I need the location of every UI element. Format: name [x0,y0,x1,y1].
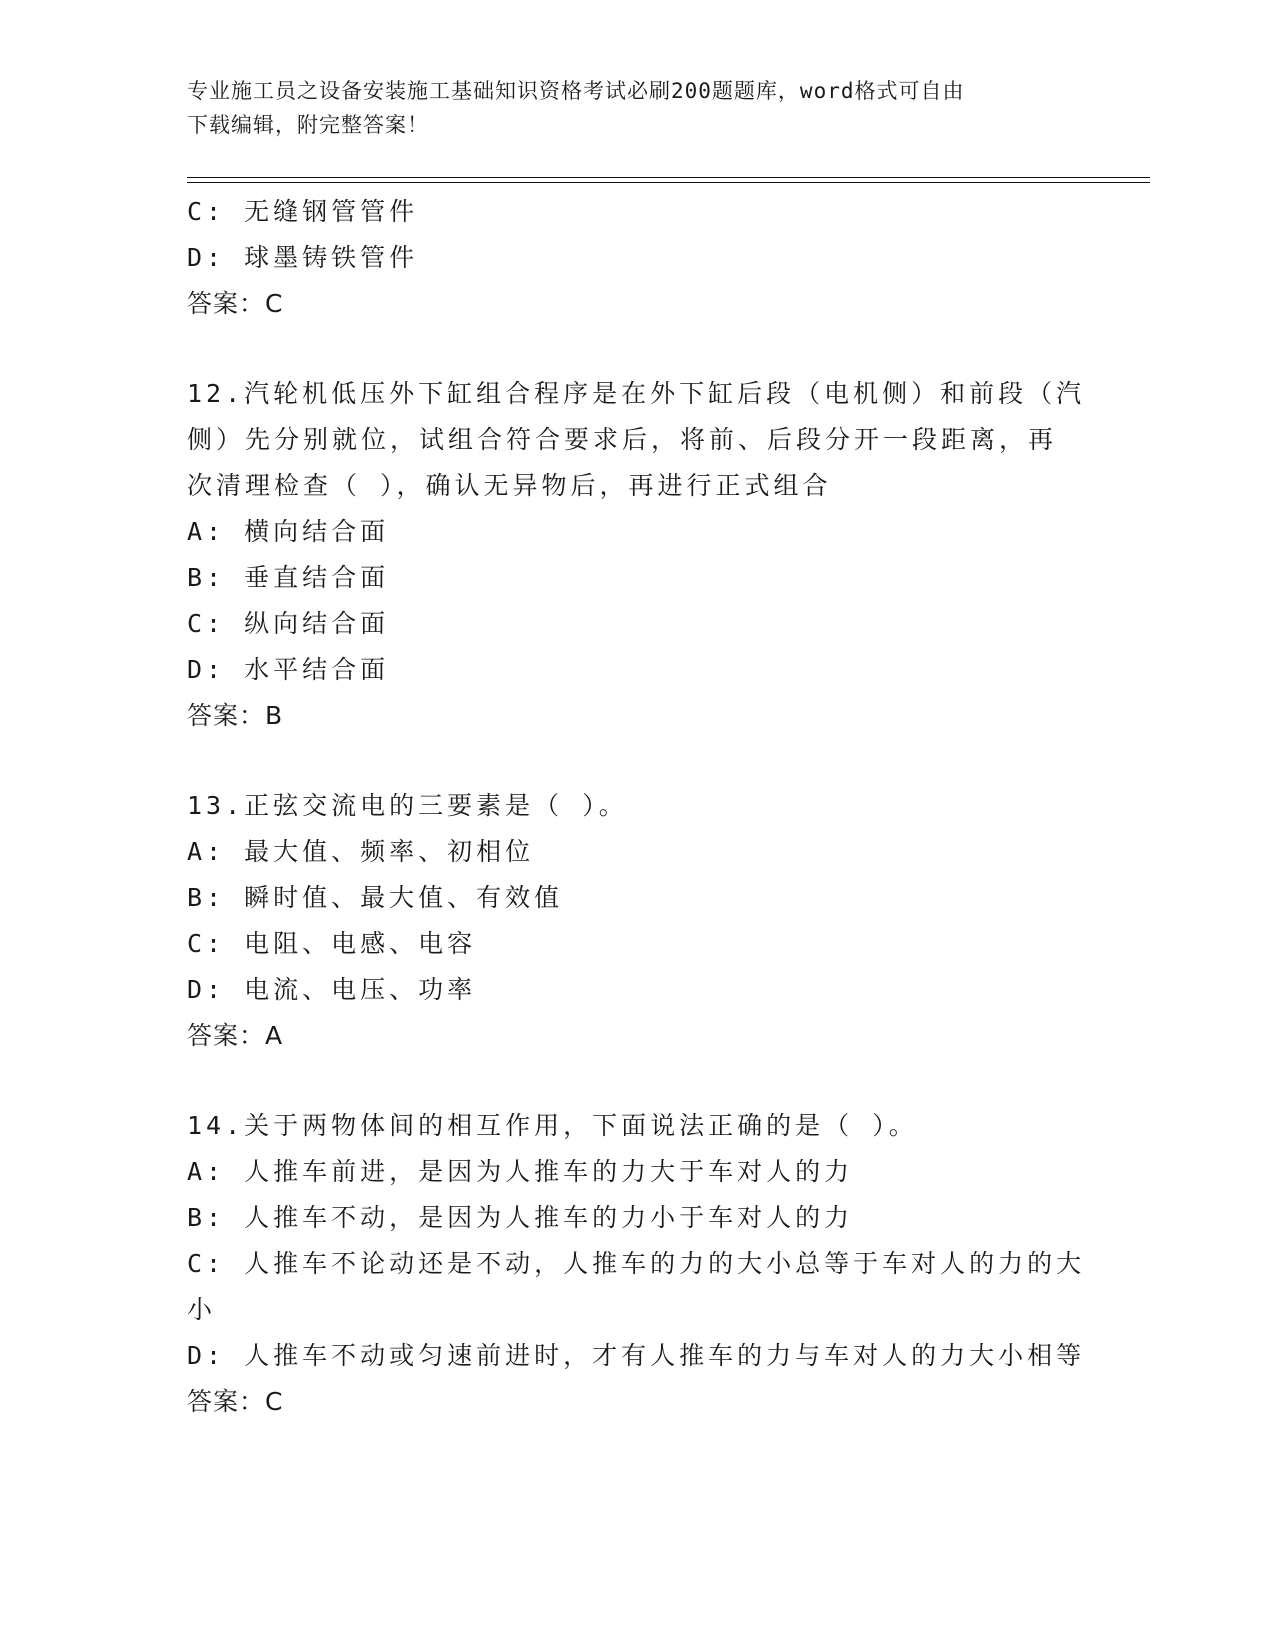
option-a: A: 人推车前进，是因为人推车的力大于车对人的力 [187,1157,854,1186]
question-list [187,189,1087,1425]
header-divider-bottom [187,182,1150,183]
option-d: D: 水平结合面 [187,655,390,684]
question-stem-line: 14.关于两物体间的相互作用，下面说法正确的是（ ）。 [187,1111,918,1140]
answer-label: 答案：A [187,1021,284,1050]
question-12 [187,371,1087,739]
option-c: C: 纵向结合面 [187,609,390,638]
header-title-line-1: 专业施工员之设备安装施工基础知识资格考试必刷200题题库，word格式可自由 [187,79,965,103]
option-d: D: 球墨铸铁管件 [187,243,419,272]
answer-label: 答案：C [187,289,284,318]
spacer [187,739,1087,783]
answer-label: 答案：C [187,1387,284,1416]
option-c: C: 人推车不论动还是不动，人推车的力的大小总等于车对人的力的大 [187,1249,1086,1278]
question-stem-line: 次清理检查（ ），确认无异物后，再进行正式组合 [187,471,832,500]
option-d: D: 人推车不动或匀速前进时，才有人推车的力与车对人的力大小相等 [187,1341,1086,1370]
option-a: A: 横向结合面 [187,517,390,546]
header-title-line-2: 下载编辑，附完整答案！ [187,113,429,137]
option-b: B: 瞬时值、最大值、有效值 [187,883,564,912]
question-11-tail [187,189,1087,327]
option-c-continued: 小 [187,1295,217,1324]
option-a: A: 最大值、频率、初相位 [187,837,535,866]
question-14 [187,1103,1087,1425]
question-13 [187,783,1087,1059]
question-stem-line: 13.正弦交流电的三要素是（ ）。 [187,791,628,820]
question-stem-line: 12.汽轮机低压外下缸组合程序是在外下缸后段（电机侧）和前段（汽 [187,379,1086,408]
option-d: D: 电流、电压、功率 [187,975,477,1004]
spacer [187,1059,1087,1103]
answer-label: 答案：B [187,701,284,730]
question-stem-line: 侧）先分别就位，试组合符合要求后，将前、后段分开一段距离，再 [187,425,1058,454]
option-c: C: 电阻、电感、电容 [187,929,477,958]
option-b: B: 人推车不动，是因为人推车的力小于车对人的力 [187,1203,854,1232]
option-b: B: 垂直结合面 [187,563,390,592]
option-c: C: 无缝钢管管件 [187,197,419,226]
spacer [187,327,1087,371]
header-divider-top [187,177,1150,178]
document-header [187,74,1067,142]
